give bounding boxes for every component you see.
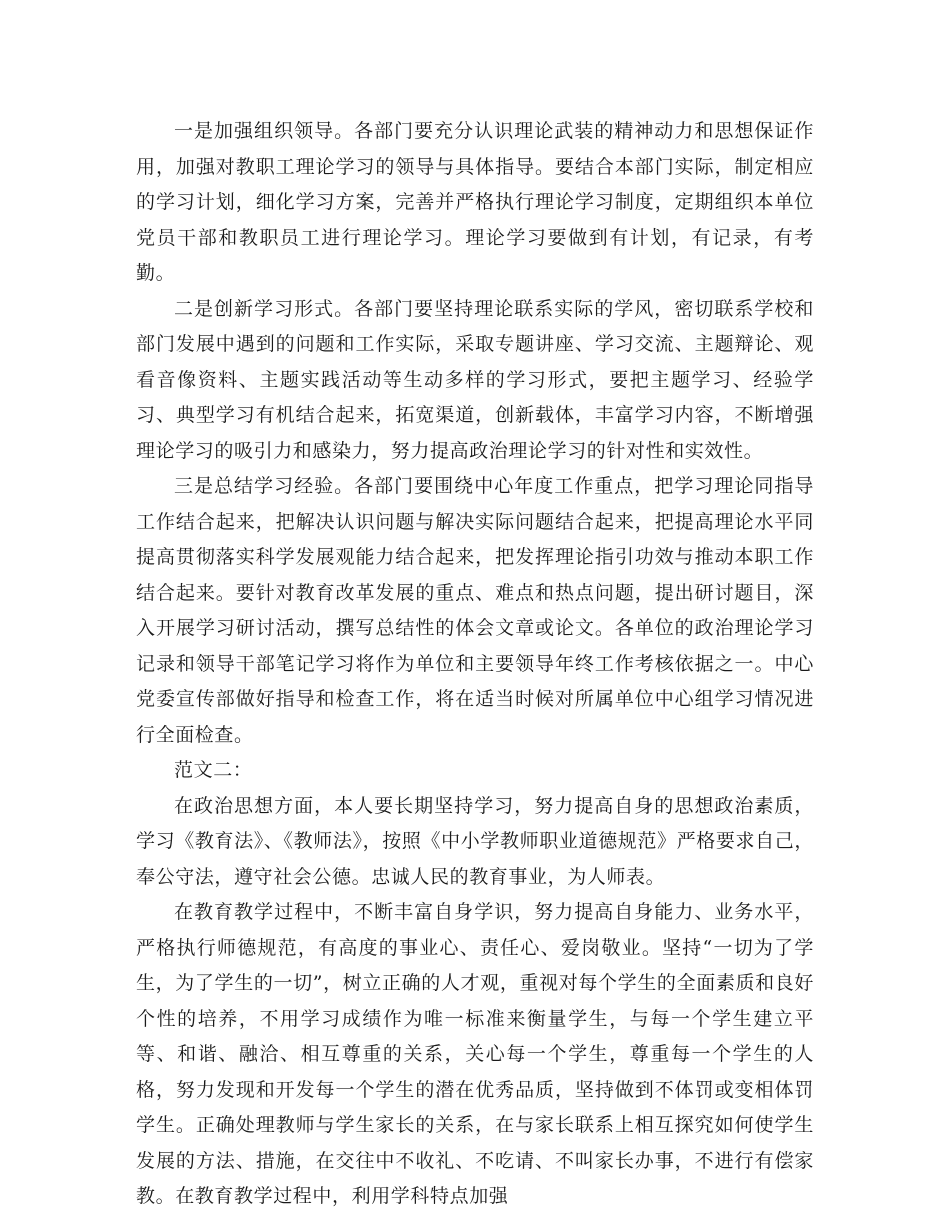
paragraph-teaching-process: 在教育教学过程中，不断丰富自身学识，努力提高自身能力、业务水平，严格执行师德规范，有高度的事业心、责任心、爱岗敬业。坚持“一切为了学生，为了学生的一切”，树立正确的人才观，重视对每个学生的全面素质和良好个性的培养，不用学习成绩作为唯一标准来衡量学生，与每一个学生建立平等、和谐、融洽、相互尊重的关系，关心每一个学生，尊重每一个学生的人格，努力发现和开发每一个学生的潜在优秀品质，坚持做到不体罚或变相体罚学生。正确处理教师与学生家长的关系，在与家长联系上相互探究如何使学生发展的方法、措施，在交往中不收礼、不吃请、不叫家长办事，不进行有偿家教。在教育教学过程中，利用学科特点加强 (136, 901, 814, 1207)
paragraph-organization-leadership: 一是加强组织领导。各部门要充分认识理论武装的精神动力和思想保证作用，加强对教职工理论学习的领导与具体指导。要结合本部门实际，制定相应的学习计划，细化学习方案，完善并严格执行理论学习制度，定期组织本单位党员干部和教职员工进行理论学习。理论学习要做到有计划，有记录，有考勤。 (136, 120, 814, 284)
paragraph-political-thought: 在政治思想方面，本人要长期坚持学习，努力提高自身的思想政治素质，学习《教育法》、《教师法》，按照《中小学教师职业道德规范》严格要求自己，奉公守法，遵守社会公德。忠诚人民的教育事业，为人师表。 (136, 794, 814, 888)
paragraph-learning-forms: 二是创新学习形式。各部门要坚持理论联系实际的学风，密切联系学校和部门发展中遇到的问题和工作实际，采取专题讲座、学习交流、主题辩论、观看音像资料、主题实践活动等生动多样的学习形式，要把主题学习、经验学习、典型学习有机结合起来，拓宽渠道，创新载体，丰富学习内容，不断增强理论学习的吸引力和感染力，努力提高政治理论学习的针对性和实效性。 (136, 297, 814, 462)
section-heading-sample-two: 范文二： (174, 759, 253, 781)
document-page (136, 114, 814, 1215)
paragraph-learning-experience: 三是总结学习经验。各部门要围绕中心年度工作重点，把学习理论同指导工作结合起来，把解决认识问题与解决实际问题结合起来，把提高理论水平同提高贯彻落实科学发展观能力结合起来，把发挥理论指引功效与推动本职工作结合起来。要针对教育改革发展的重点、难点和热点问题，提出研讨题目，深入开展学习研讨活动，撰写总结性的体会文章或论文。各单位的政治理论学习记录和领导干部笔记学习将作为单位和主要领导年终工作考核依据之一。中心党委宣传部做好指导和检查工作，将在适当时候对所属单位中心组学习情况进行全面检查。 (136, 475, 814, 746)
